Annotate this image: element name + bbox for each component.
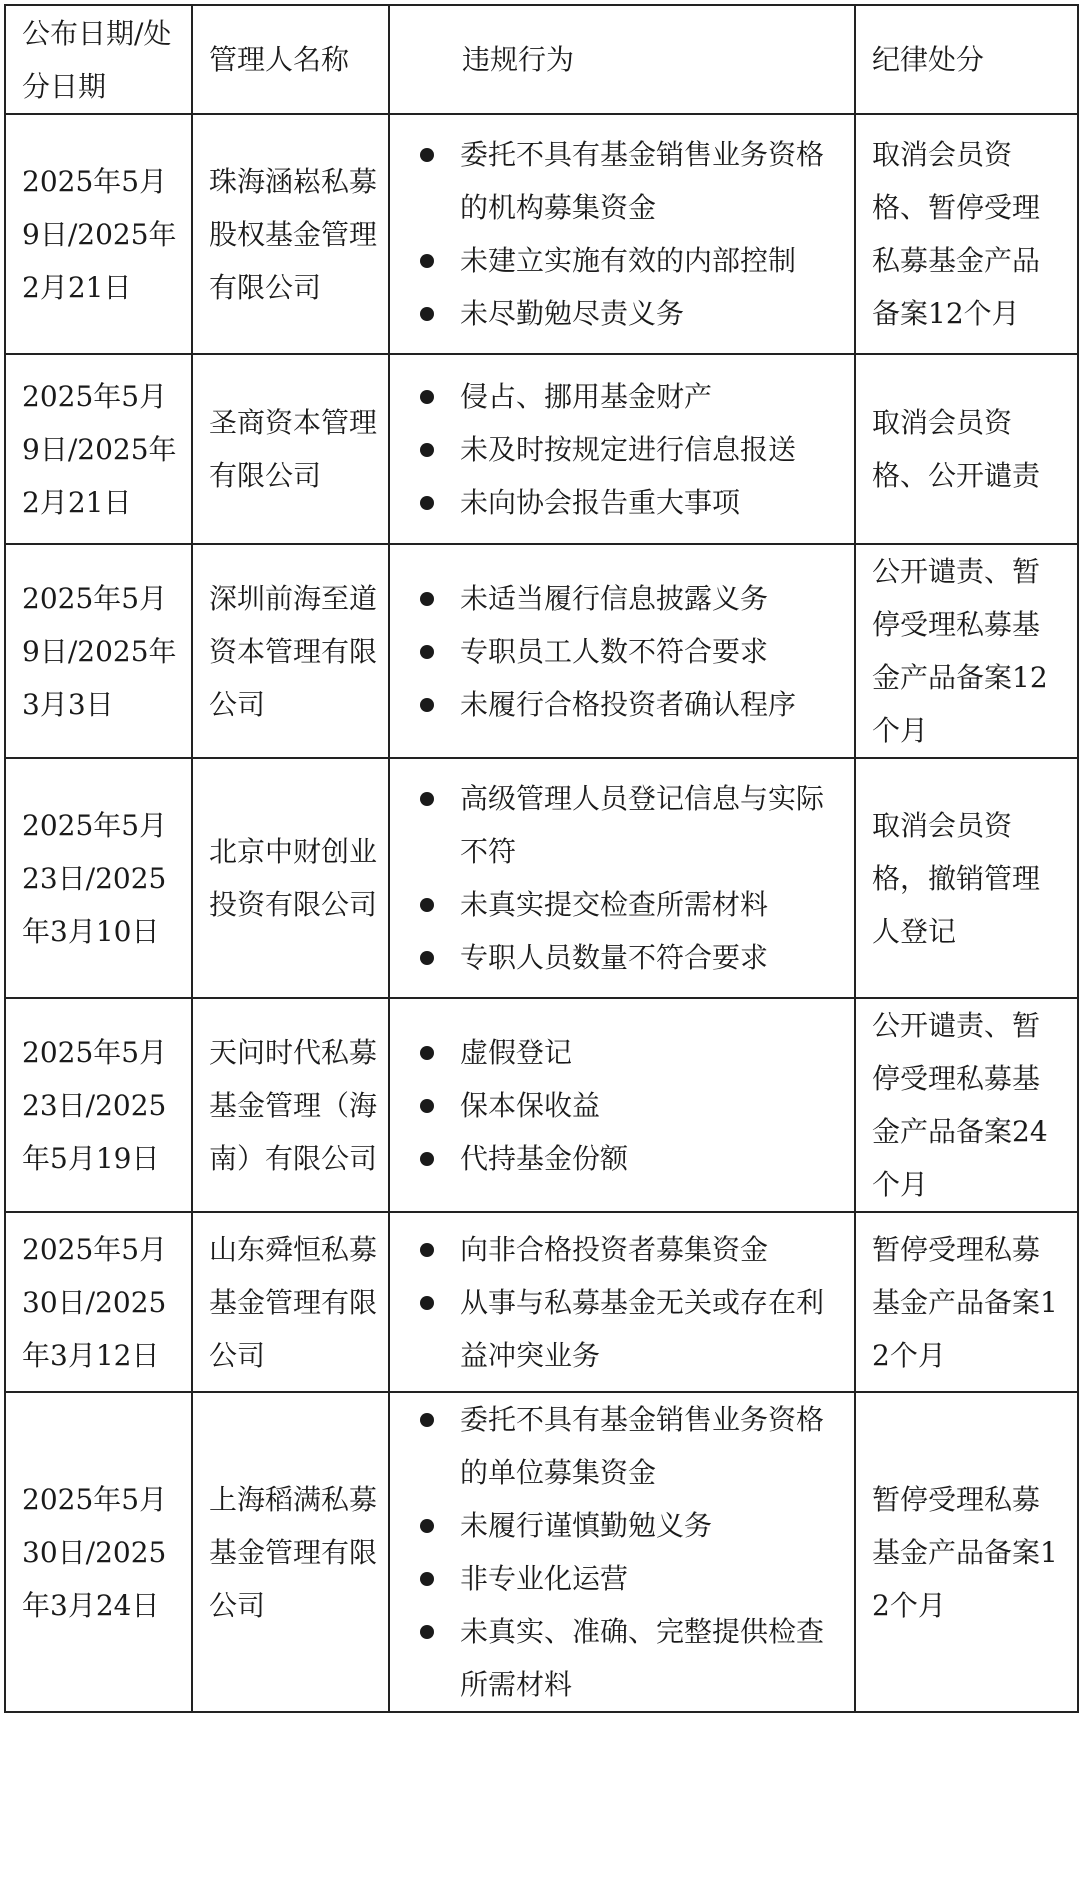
violations-list xyxy=(406,772,844,984)
violation-text: 专职人员数量不符合要求 xyxy=(460,941,769,974)
manager-name-cell: 天问时代私募基金管理（海南）有限公司 xyxy=(192,998,389,1212)
violation-text: 向非合格投资者募集资金 xyxy=(460,1232,769,1266)
date-cell: 2025年5月23日/2025年3月10日 xyxy=(5,758,192,998)
table-row xyxy=(5,114,1078,354)
violation-text: 代持基金份额 xyxy=(460,1141,629,1175)
violation-item xyxy=(406,1605,844,1711)
header-row xyxy=(5,5,1078,114)
date-cell: 2025年5月23日/2025年5月19日 xyxy=(5,998,192,1212)
violations-cell xyxy=(389,1212,855,1392)
table-row xyxy=(5,1212,1078,1392)
date-cell: 2025年5月30日/2025年3月24日 xyxy=(5,1392,192,1712)
violation-item xyxy=(406,1552,844,1605)
violation-item xyxy=(406,476,844,529)
table-row xyxy=(5,1392,1078,1712)
bullet-icon xyxy=(420,1099,434,1113)
date-cell: 2025年5月9日/2025年3月3日 xyxy=(5,544,192,758)
manager-name-cell: 深圳前海至道资本管理有限公司 xyxy=(192,544,389,758)
bullet-icon xyxy=(420,254,434,268)
violation-text: 未向协会报告重大事项 xyxy=(460,485,741,519)
table-row xyxy=(5,998,1078,1212)
violations-cell xyxy=(389,114,855,354)
violations-cell xyxy=(389,998,855,1212)
table-row xyxy=(5,758,1078,998)
header-name: 管理人名称 xyxy=(192,5,389,114)
bullet-icon xyxy=(420,1296,434,1310)
violation-item xyxy=(406,1393,844,1499)
violation-item xyxy=(406,423,844,476)
bullet-icon xyxy=(420,792,434,806)
violation-item xyxy=(406,287,844,340)
violation-text: 未真实提交检查所需材料 xyxy=(460,888,769,921)
violation-item xyxy=(406,128,844,234)
violations-list xyxy=(406,1223,844,1382)
penalty-cell: 公开谴责、暂停受理私募基金产品备案12个月 xyxy=(855,544,1078,758)
violation-text: 未及时按规定进行信息报送 xyxy=(460,432,797,466)
manager-name-cell: 上海稻满私募基金管理有限公司 xyxy=(192,1392,389,1712)
bullet-icon xyxy=(420,1046,434,1060)
bullet-icon xyxy=(420,443,434,457)
violation-text: 从事与私募基金无关或存在利益冲突业务 xyxy=(460,1285,825,1372)
violation-text: 未适当履行信息披露义务 xyxy=(460,581,769,615)
violation-text: 未真实、准确、完整提供检查所需材料 xyxy=(460,1615,825,1701)
violations-list xyxy=(406,1026,844,1185)
violation-text: 侵占、挪用基金财产 xyxy=(460,379,713,413)
bullet-icon xyxy=(420,1519,434,1533)
bullet-icon xyxy=(420,390,434,404)
violation-item xyxy=(406,1499,844,1552)
bullet-icon xyxy=(420,307,434,321)
violation-item xyxy=(406,878,844,931)
date-cell: 2025年5月9日/2025年2月21日 xyxy=(5,114,192,354)
violation-text: 非专业化运营 xyxy=(460,1562,629,1595)
bullet-icon xyxy=(420,698,434,712)
violation-item xyxy=(406,370,844,423)
bullet-icon xyxy=(420,951,434,965)
violation-text: 未履行谨慎勤勉义务 xyxy=(460,1509,713,1542)
manager-name-cell: 北京中财创业投资有限公司 xyxy=(192,758,389,998)
violations-list xyxy=(406,370,844,529)
table-row xyxy=(5,544,1078,758)
violation-item xyxy=(406,1276,844,1382)
bullet-icon xyxy=(420,645,434,659)
penalty-cell: 取消会员资格、公开谴责 xyxy=(855,354,1078,544)
violation-item xyxy=(406,1223,844,1276)
bullet-icon xyxy=(420,1413,434,1427)
penalty-cell: 公开谴责、暂停受理私募基金产品备案24个月 xyxy=(855,998,1078,1212)
penalty-cell: 暂停受理私募基金产品备案12个月 xyxy=(855,1392,1078,1712)
violations-cell xyxy=(389,354,855,544)
violation-text: 虚假登记 xyxy=(460,1035,573,1069)
manager-name-cell: 山东舜恒私募基金管理有限公司 xyxy=(192,1212,389,1392)
violation-item xyxy=(406,772,844,878)
penalty-cell: 暂停受理私募基金产品备案12个月 xyxy=(855,1212,1078,1392)
violations-list xyxy=(406,128,844,340)
manager-name-cell: 珠海涵崧私募股权基金管理有限公司 xyxy=(192,114,389,354)
bullet-icon xyxy=(420,592,434,606)
header-date: 公布日期/处分日期 xyxy=(5,5,192,114)
date-cell: 2025年5月30日/2025年3月12日 xyxy=(5,1212,192,1392)
header-penalty: 纪律处分 xyxy=(855,5,1078,114)
date-cell: 2025年5月9日/2025年2月21日 xyxy=(5,354,192,544)
violation-item xyxy=(406,1132,844,1185)
violation-text: 未履行合格投资者确认程序 xyxy=(460,687,797,721)
manager-name-cell: 圣商资本管理有限公司 xyxy=(192,354,389,544)
bullet-icon xyxy=(420,1625,434,1639)
violation-item xyxy=(406,1026,844,1079)
bullet-icon xyxy=(420,148,434,162)
violation-text: 高级管理人员登记信息与实际不符 xyxy=(460,782,825,868)
disciplinary-table xyxy=(4,4,1079,1713)
violation-item xyxy=(406,625,844,678)
bullet-icon xyxy=(420,496,434,510)
penalty-cell: 取消会员资格、暂停受理私募基金产品备案12个月 xyxy=(855,114,1078,354)
violation-text: 保本保收益 xyxy=(460,1088,601,1122)
violation-item xyxy=(406,931,844,984)
violation-item xyxy=(406,1079,844,1132)
penalty-cell: 取消会员资格，撤销管理人登记 xyxy=(855,758,1078,998)
violations-list xyxy=(406,1393,844,1711)
violation-text: 专职员工人数不符合要求 xyxy=(460,634,769,668)
violation-item xyxy=(406,234,844,287)
violation-text: 委托不具有基金销售业务资格的单位募集资金 xyxy=(460,1403,825,1489)
violation-item xyxy=(406,678,844,731)
violation-text: 未尽勤勉尽责义务 xyxy=(460,297,685,330)
violations-cell xyxy=(389,1392,855,1712)
bullet-icon xyxy=(420,1243,434,1257)
violation-text: 未建立实施有效的内部控制 xyxy=(460,244,797,277)
table-row xyxy=(5,354,1078,544)
violations-list xyxy=(406,572,844,731)
bullet-icon xyxy=(420,898,434,912)
violation-item xyxy=(406,572,844,625)
violations-cell xyxy=(389,758,855,998)
violation-text: 委托不具有基金销售业务资格的机构募集资金 xyxy=(460,138,825,224)
header-violations: 违规行为 xyxy=(389,5,855,114)
violations-cell xyxy=(389,544,855,758)
bullet-icon xyxy=(420,1572,434,1586)
bullet-icon xyxy=(420,1152,434,1166)
